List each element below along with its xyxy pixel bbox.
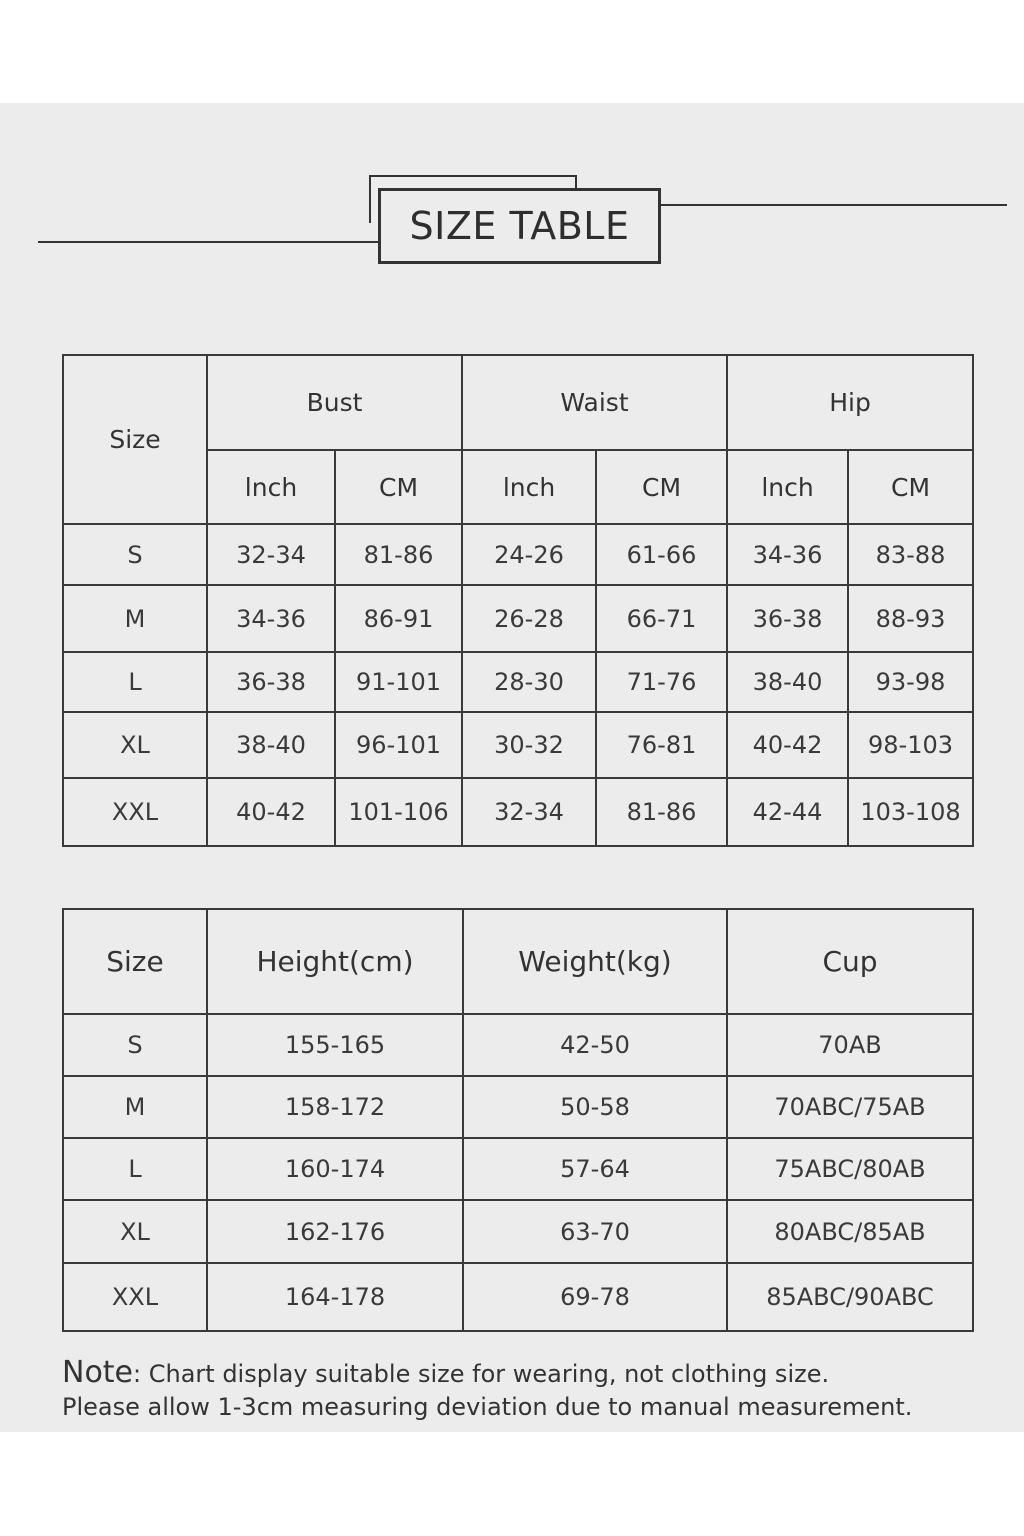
unit-header: lnch — [462, 450, 596, 524]
value-cell: 32-34 — [207, 524, 335, 585]
value-cell: 98-103 — [848, 712, 973, 778]
value-cell: 76-81 — [596, 712, 727, 778]
weight-header: Weight(kg) — [463, 909, 727, 1014]
value-cell: 36-38 — [727, 585, 848, 652]
value-cell: 81-86 — [596, 778, 727, 846]
value-cell: 28-30 — [462, 652, 596, 712]
table-row — [63, 1200, 973, 1263]
value-cell: 70AB — [727, 1014, 973, 1076]
table-row — [63, 524, 973, 585]
size-cell: XL — [63, 1200, 207, 1263]
value-cell: 34-36 — [207, 585, 335, 652]
size-header: Size — [63, 909, 207, 1014]
value-cell: 34-36 — [727, 524, 848, 585]
value-cell: 103-108 — [848, 778, 973, 846]
waist-header: Waist — [462, 355, 727, 450]
value-cell: 26-28 — [462, 585, 596, 652]
size-cell: M — [63, 1076, 207, 1138]
value-cell: 88-93 — [848, 585, 973, 652]
value-cell: 40-42 — [727, 712, 848, 778]
size-cell: M — [63, 585, 207, 652]
page-title: SIZE TABLE — [409, 204, 630, 248]
unit-header: CM — [335, 450, 462, 524]
value-cell: 50-58 — [463, 1076, 727, 1138]
fit-table — [62, 908, 974, 1332]
table-row — [63, 652, 973, 712]
title-line-right — [622, 204, 1007, 206]
value-cell: 75ABC/80AB — [727, 1138, 973, 1200]
value-cell: 57-64 — [463, 1138, 727, 1200]
size-cell: S — [63, 524, 207, 585]
unit-header: lnch — [207, 450, 335, 524]
unit-header: lnch — [727, 450, 848, 524]
value-cell: 71-76 — [596, 652, 727, 712]
title-box — [378, 188, 661, 264]
value-cell: 96-101 — [335, 712, 462, 778]
value-cell: 160-174 — [207, 1138, 463, 1200]
note-line-1 — [62, 1356, 992, 1391]
value-cell: 81-86 — [335, 524, 462, 585]
value-cell: 63-70 — [463, 1200, 727, 1263]
size-cell: S — [63, 1014, 207, 1076]
unit-header: CM — [848, 450, 973, 524]
table-row — [63, 1263, 973, 1331]
value-cell: 85ABC/90ABC — [727, 1263, 973, 1331]
value-cell: 42-50 — [463, 1014, 727, 1076]
value-cell: 30-32 — [462, 712, 596, 778]
size-cell: XL — [63, 712, 207, 778]
measurements-table — [62, 354, 974, 847]
cup-header: Cup — [727, 909, 973, 1014]
value-cell: 38-40 — [207, 712, 335, 778]
value-cell: 36-38 — [207, 652, 335, 712]
value-cell: 162-176 — [207, 1200, 463, 1263]
value-cell: 70ABC/75AB — [727, 1076, 973, 1138]
value-cell: 164-178 — [207, 1263, 463, 1331]
note-label: Note — [62, 1355, 134, 1390]
table-row — [63, 1076, 973, 1138]
note — [62, 1356, 992, 1424]
value-cell: 24-26 — [462, 524, 596, 585]
size-cell: XXL — [63, 1263, 207, 1331]
value-cell: 40-42 — [207, 778, 335, 846]
size-cell: L — [63, 652, 207, 712]
table-row — [63, 1014, 973, 1076]
note-line-2: Please allow 1-3cm measuring deviation due to manual measurement. — [62, 1393, 913, 1421]
value-cell: 158-172 — [207, 1076, 463, 1138]
height-header: Height(cm) — [207, 909, 463, 1014]
table-row — [63, 712, 973, 778]
value-cell: 61-66 — [596, 524, 727, 585]
bust-header: Bust — [207, 355, 462, 450]
unit-header: CM — [596, 450, 727, 524]
value-cell: 83-88 — [848, 524, 973, 585]
table-row — [63, 1138, 973, 1200]
table-row — [63, 778, 973, 846]
title-line-left — [38, 241, 420, 243]
value-cell: 155-165 — [207, 1014, 463, 1076]
value-cell: 86-91 — [335, 585, 462, 652]
value-cell: 42-44 — [727, 778, 848, 846]
size-header: Size — [63, 355, 207, 524]
value-cell: 101-106 — [335, 778, 462, 846]
table-row — [63, 585, 973, 652]
size-cell: XXL — [63, 778, 207, 846]
value-cell: 66-71 — [596, 585, 727, 652]
hip-header: Hip — [727, 355, 973, 450]
value-cell: 38-40 — [727, 652, 848, 712]
value-cell: 93-98 — [848, 652, 973, 712]
size-cell: L — [63, 1138, 207, 1200]
value-cell: 80ABC/85AB — [727, 1200, 973, 1263]
note-text: : Chart display suitable size for wearing, not clothing size. — [133, 1360, 830, 1388]
value-cell: 91-101 — [335, 652, 462, 712]
value-cell: 69-78 — [463, 1263, 727, 1331]
value-cell: 32-34 — [462, 778, 596, 846]
